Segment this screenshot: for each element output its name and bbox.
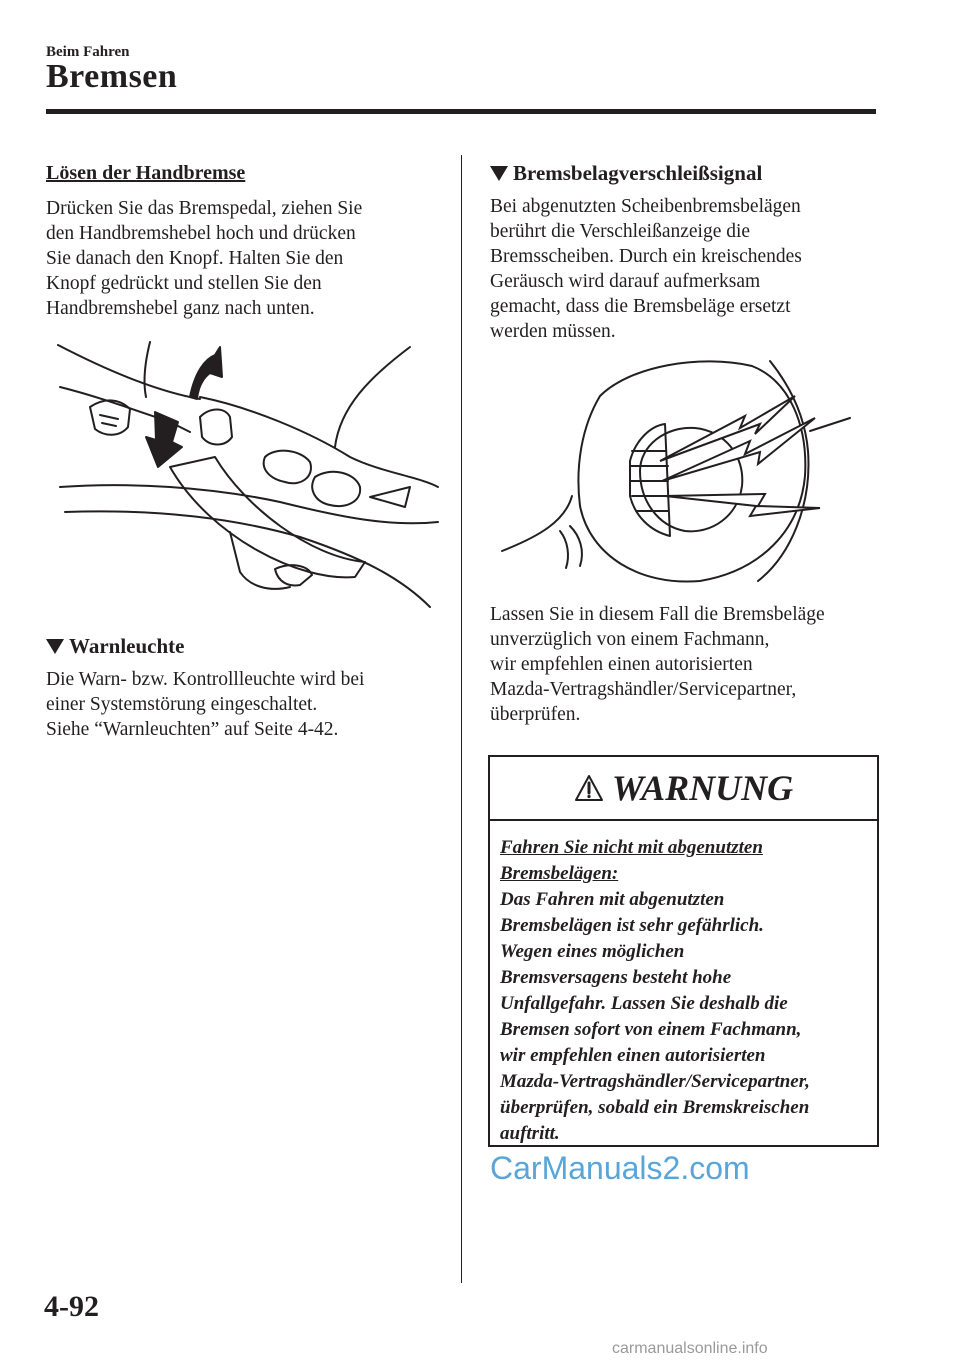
watermark-logo: CarManuals2.com [490, 1150, 750, 1186]
cup-holder-1 [264, 451, 311, 484]
warnlight-heading [46, 634, 446, 659]
warnlight-heading-text: Warnleuchte [69, 634, 185, 658]
warning-box [488, 755, 879, 1147]
warning-text: Das Fahren mit abgenutzten Bremsbelägen ist sehr gefährlich. Wegen eines möglichen Bremsversagens besteht hohe Unfallgefahr. Lassen Sie deshalb die Bremsen sofort von einem Fachmann, wir empfehlen einen autorisierten Mazda-Vertragshändler/Servicepartner, überprüfen, sobald ein Bremskreischen auftritt. [500, 889, 810, 1144]
dash-outline [58, 345, 200, 399]
watermark-footer: carmanualsonline.info [612, 1340, 768, 1357]
wear-heading [490, 161, 878, 186]
release-knob [200, 410, 232, 445]
chapter-title: Bremsen [46, 58, 178, 95]
wheel-arch-line [502, 496, 572, 551]
warning-label: WARNUNG [611, 768, 794, 808]
release-text: Drücken Sie das Bremspedal, ziehen Sie den Handbremshebel hoch und drücken Sie danach den Knopf. Halten Sie den Knopf gedrückt und stellen Sie den Handbremshebel ganz nach unten. [46, 198, 363, 319]
warning-body [490, 821, 877, 1147]
pull-up-arrow-icon [190, 347, 222, 399]
section-label: Beim Fahren [46, 44, 130, 60]
push-button-arrow-icon [146, 412, 182, 467]
cup-holder-2 [312, 472, 360, 506]
triangle-bullet-icon [46, 639, 64, 654]
brake-disc-illustration [490, 356, 870, 584]
release-title: Lösen der Handbremse [46, 162, 246, 184]
check-text: Lassen Sie in diesem Fall die Bremsbeläge unverzüglich von einem Fachmann, wir empfehlen einen autorisierten Mazda-Vertragshändler/Servicepartner, überprüfen. [490, 604, 825, 725]
warning-triangle-icon [574, 774, 604, 802]
warning-title-line2: Bremsbelägen: [500, 863, 619, 884]
tire-outline [758, 361, 808, 581]
warning-title-line1: Fahren Sie nicht mit abgenutzten [500, 837, 763, 858]
triangle-bullet-icon [490, 166, 508, 181]
warnlight-text: Die Warn- bzw. Kontrollleuchte wird bei einer Systemstörung eingeschaltet. Siehe “Warnleuchten” auf Seite 4-42. [46, 669, 365, 740]
right-column [490, 161, 878, 727]
wear-text: Bei abgenutzten Scheibenbremsbelägen berührt die Verschleißanzeige die Bremsscheiben. Durch ein kreischendes Geräusch wird darauf aufmerksam gemacht, dass die Bremsbeläge ersetzt werden müssen. [490, 196, 802, 342]
header-rule [46, 109, 876, 114]
column-divider [461, 155, 462, 1283]
left-column [46, 161, 446, 742]
wear-heading-text: Bremsbelagverschleißsignal [513, 161, 763, 185]
warning-header [490, 757, 877, 821]
page-number: 4-92 [44, 1290, 99, 1323]
handbrake-illustration [50, 337, 440, 622]
